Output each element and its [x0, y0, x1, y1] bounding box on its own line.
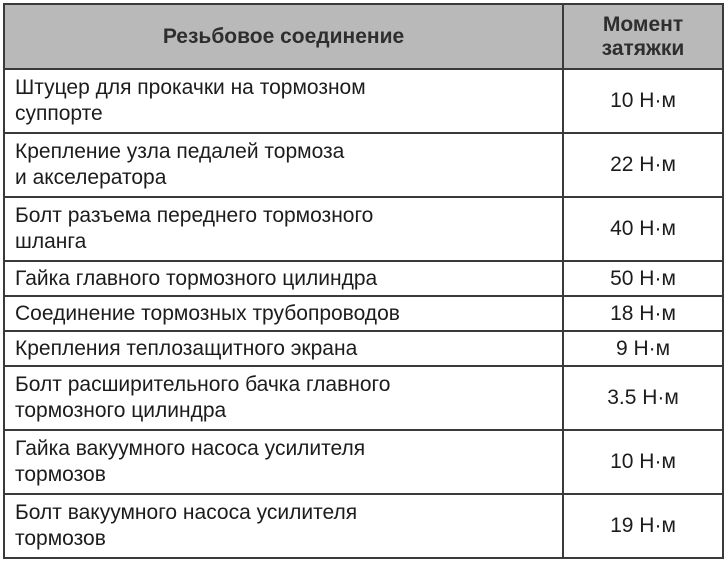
connection-line2: суппорте — [15, 102, 103, 125]
table-body — [4, 69, 723, 558]
header-tightening-torque — [563, 4, 723, 69]
connection-line1: Штуцер для прокачки на тормозном — [15, 76, 366, 99]
table-row — [4, 133, 723, 197]
torque-cell: 3.5 Н·м — [563, 366, 723, 430]
connection-line1: Гайка главного тормозного цилиндра — [15, 266, 378, 290]
connection-line2: тормозов — [15, 463, 106, 486]
connection-cell — [4, 261, 563, 296]
table-row — [4, 430, 723, 494]
header-col2-line2: затяжки — [601, 37, 685, 60]
header-row — [4, 4, 723, 69]
header-col1-label: Резьбовое соединение — [162, 24, 405, 48]
table-row — [4, 197, 723, 261]
torque-cell: 10 Н·м — [563, 69, 723, 133]
table-row — [4, 331, 723, 366]
torque-table-container — [3, 3, 722, 558]
connection-line1: Соединение тормозных трубопроводов — [15, 301, 400, 325]
torque-table — [3, 3, 724, 559]
connection-cell — [4, 133, 563, 197]
torque-cell: 9 Н·м — [563, 331, 723, 366]
header-col2-line1: Момент — [602, 13, 684, 36]
connection-line1: Болт разъема переднего тормозного — [15, 204, 374, 227]
table-row — [4, 261, 723, 296]
torque-cell: 22 Н·м — [563, 133, 723, 197]
table-row — [4, 494, 723, 558]
connection-line2: тормозного цилиндра — [15, 399, 227, 422]
connection-cell — [4, 430, 563, 494]
header-threaded-connection — [4, 4, 563, 69]
connection-line1: Гайка вакуумного насоса усилителя — [15, 437, 366, 460]
connection-line2: шланга — [15, 230, 87, 253]
torque-cell: 19 Н·м — [563, 494, 723, 558]
torque-cell: 18 Н·м — [563, 296, 723, 331]
connection-cell — [4, 69, 563, 133]
connection-cell — [4, 366, 563, 430]
table-row — [4, 366, 723, 430]
connection-line1: Крепление узла педалей тормоза — [15, 140, 345, 163]
table-row — [4, 296, 723, 331]
connection-cell — [4, 494, 563, 558]
connection-line1: Болт расширительного бачка главного — [15, 373, 391, 396]
connection-cell — [4, 296, 563, 331]
torque-cell: 10 Н·м — [563, 430, 723, 494]
connection-line1: Болт вакуумного насоса усилителя — [15, 501, 358, 524]
connection-line2: тормозов — [15, 527, 106, 550]
connection-line2: и акселератора — [15, 166, 167, 189]
torque-cell: 50 Н·м — [563, 261, 723, 296]
table-row — [4, 69, 723, 133]
connection-line1: Крепления теплозащитного экрана — [15, 336, 358, 360]
torque-cell: 40 Н·м — [563, 197, 723, 261]
table-header — [4, 4, 723, 69]
connection-cell — [4, 197, 563, 261]
connection-cell — [4, 331, 563, 366]
